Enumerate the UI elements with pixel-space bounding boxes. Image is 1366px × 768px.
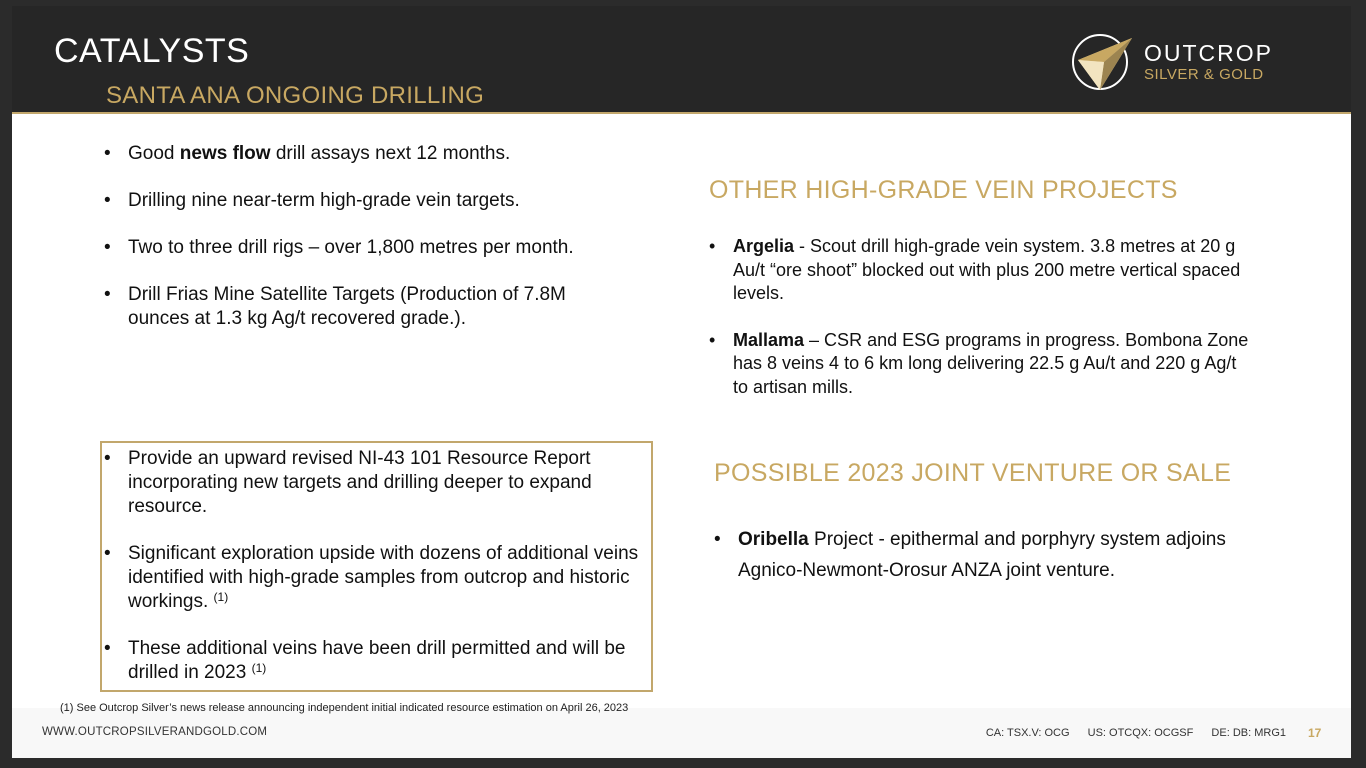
outcrop-logo-icon xyxy=(1070,32,1134,92)
other-projects-list xyxy=(709,235,1249,422)
joint-venture-list xyxy=(714,524,1274,586)
page-number: 17 xyxy=(1308,726,1322,740)
slide-header xyxy=(12,6,1351,114)
resource-bullet-list xyxy=(104,447,644,708)
company-logo xyxy=(1070,32,1290,92)
bullet-text: These additional veins have been drill permitted and will be drilled in 2023 xyxy=(128,638,626,683)
list-item xyxy=(714,524,1274,586)
footnote-ref: (1) xyxy=(213,590,229,604)
project-name: Argelia xyxy=(733,236,795,256)
page-title: CATALYSTS xyxy=(54,32,250,70)
section-heading-joint-venture: POSSIBLE 2023 JOINT VENTURE OR SALE xyxy=(714,459,1232,487)
ticker-ca: CA: TSX.V: OCG xyxy=(985,727,1070,739)
page-subtitle: SANTA ANA ONGOING DRILLING xyxy=(106,82,485,109)
ticker-symbols xyxy=(971,727,1286,739)
project-text: Project - epithermal and porphyry system adjoins Agnico-Newmont-Orosur ANZA joint venture. xyxy=(738,529,1226,581)
footnote: (1) See Outcrop Silver’s news release announcing independent initial indicated resource estimation on April 26, 2023 xyxy=(60,702,629,714)
list-item xyxy=(104,542,644,614)
bullet-text-post: drill assays next 12 months. xyxy=(270,143,511,164)
bullet-text-pre: Good xyxy=(128,143,180,164)
project-text: - Scout drill high-grade vein system. 3.8 metres at 20 g Au/t “ore shoot” blocked out with plus 200 metre vertical spaced levels. xyxy=(733,236,1241,303)
project-name: Mallama xyxy=(733,329,805,350)
project-name: Oribella xyxy=(738,529,809,550)
ticker-de: DE: DB: MRG1 xyxy=(1211,727,1286,739)
bullet-text-bold: news flow xyxy=(179,143,271,164)
list-item: • Two to three drill rigs – over 1,800 metres per month. xyxy=(104,236,624,260)
list-item: • Drill Frias Mine Satellite Targets (Production of 7.8M ounces at 1.3 kg Ag/t recovered grade.). xyxy=(104,283,624,331)
list-item xyxy=(104,637,644,685)
slide xyxy=(12,6,1351,758)
bullet-text: Significant exploration upside with dozens of additional veins identified with high-grade samples from outcrop and historic workings. xyxy=(128,543,639,612)
section-heading-other-projects: OTHER HIGH-GRADE VEIN PROJECTS xyxy=(709,176,1178,204)
logo-text-silver-gold: SILVER & GOLD xyxy=(1144,66,1264,83)
website-link[interactable]: WWW.OUTCROPSILVERANDGOLD.COM xyxy=(42,726,268,738)
project-text: – CSR and ESG programs in progress. Bombona Zone has 8 veins 4 to 6 km long delivering 22.5 g Au/t and 220 g Ag/t to artisan mills. xyxy=(733,329,1249,397)
list-item: • Provide an upward revised NI-43 101 Resource Report incorporating new targets and drilling deeper to expand resource. xyxy=(104,447,644,519)
list-item xyxy=(709,235,1249,306)
footnote-ref: (1) xyxy=(251,661,267,675)
list-item: • Drilling nine near-term high-grade vein targets. xyxy=(104,189,624,213)
logo-text-outcrop: OUTCROP xyxy=(1144,40,1273,66)
list-item xyxy=(709,329,1249,400)
list-item xyxy=(104,142,624,166)
ticker-us: US: OTCQX: OCGSF xyxy=(1087,727,1194,739)
santa-ana-bullet-list xyxy=(104,142,624,354)
